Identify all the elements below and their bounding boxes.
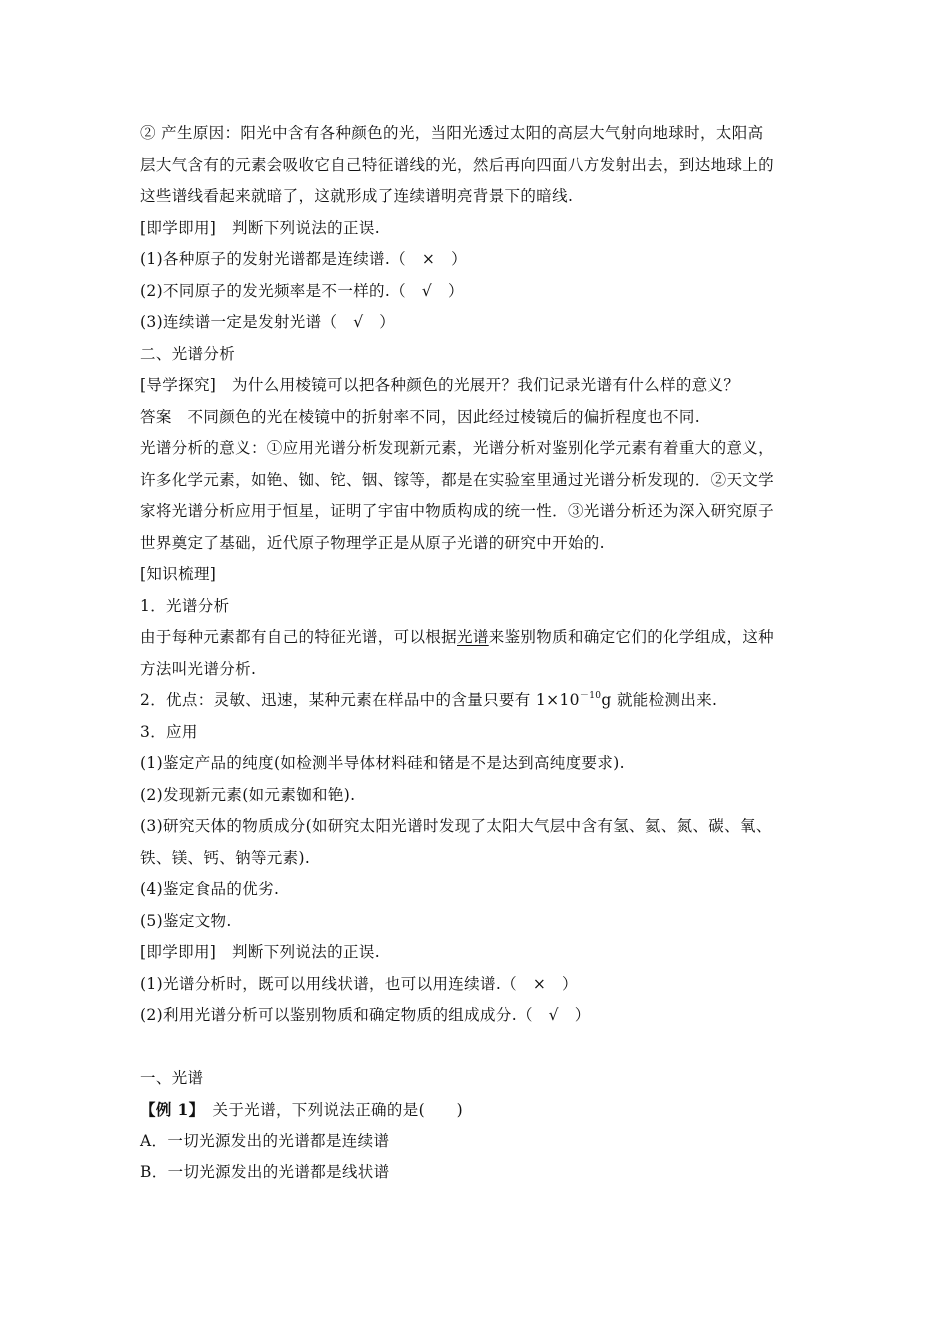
- application-3-line-2: 铁、镁、钙、钠等元素).: [140, 848, 311, 867]
- k2-text-pre: 2．优点：灵敏、迅速，某种元素在样品中的含量只要有 1×10: [140, 691, 580, 709]
- cause-line-2: 层大气含有的元素会吸收它自己特征谱线的光，然后再向四面八方发射出去，到达地球上的: [140, 155, 775, 174]
- example-label: 【例 1】: [140, 1100, 197, 1119]
- document-page: [140, 118, 820, 1189]
- application-2: (2)发现新元素(如元素铷和铯).: [140, 785, 356, 804]
- option-b: B．一切光源发出的光谱都是线状谱: [140, 1163, 390, 1181]
- option-a: A．一切光源发出的光谱都是连续谱: [140, 1131, 390, 1150]
- application-1: (1)鉴定产品的纯度(如检测半导体材料硅和锗是不是达到高纯度要求).: [140, 754, 625, 772]
- meaning-line-4: 世界奠定了基础，近代原子物理学正是从原子光谱的研究中开始的.: [140, 533, 605, 552]
- k2-exponent: －10: [579, 691, 602, 701]
- cause-line-1: ② 产生原因：阳光中含有各种颜色的光，当阳光透过太阳的高层大气射向地球时，太阳高: [140, 124, 764, 142]
- judgement-item-3: (3)连续谱一定是发射光谱（ √ ）: [140, 313, 396, 331]
- application-3-line-1: (3)研究天体的物质成分(如研究太阳光谱时发现了太阳大气层中含有氢、氦、氮、碳、氧、: [140, 817, 772, 835]
- explore-answer: 答案 不同颜色的光在棱镜中的折射率不同，因此经过棱镜后的偏折程度也不同.: [140, 407, 701, 426]
- meaning-line-3: 家将光谱分析应用于恒星，证明了宇宙中物质构成的统一性．③光谱分析还为深入研究原子: [140, 502, 775, 520]
- judgement-item-2-1: (1)光谱分析时，既可以用线状谱，也可以用连续谱.（ × ）: [140, 974, 578, 993]
- meaning-line-1: 光谱分析的意义：①应用光谱分析发现新元素，光谱分析对鉴别化学元素有着重大的意义，: [140, 439, 775, 457]
- section-title-spectral-analysis: 二、光谱分析: [140, 344, 236, 363]
- knowledge-item-1-line-2: 方法叫光谱分析.: [140, 659, 257, 678]
- section-gap: [140, 1032, 820, 1063]
- knowledge-heading: [知识梳理]: [140, 565, 217, 583]
- k1-text-pre: 由于每种元素都有自己的特征光谱，可以根据: [140, 628, 458, 646]
- k2-text-post: g 就能检测出来.: [601, 691, 718, 709]
- explore-question: [导学探究] 为什么用棱镜可以把各种颜色的光展开？我们记录光谱有什么样的意义？: [140, 376, 740, 394]
- application-4: (4)鉴定食品的优劣.: [140, 880, 280, 898]
- section-title-spectrum: 一、光谱: [140, 1068, 204, 1087]
- example-question: 关于光谱，下列说法正确的是( ): [196, 1101, 464, 1119]
- judgement-item-1: (1)各种原子的发射光谱都是连续谱.（ × ）: [140, 250, 467, 268]
- application-5: (5)鉴定文物.: [140, 911, 232, 930]
- k1-underlined-term: 光谱: [457, 628, 489, 646]
- judgement-item-2: (2)不同原子的发光频率是不一样的.（ √ ）: [140, 281, 464, 300]
- meaning-line-2: 许多化学元素，如铯、铷、铊、铟、镓等，都是在实验室里通过光谱分析发现的．②天文学: [140, 470, 775, 489]
- practice-heading-2: [即学即用] 判断下列说法的正误.: [140, 943, 380, 961]
- practice-heading: [即学即用] 判断下列说法的正误.: [140, 218, 380, 237]
- knowledge-item-2: [140, 685, 820, 717]
- knowledge-item-3-title: 3．应用: [140, 722, 198, 741]
- knowledge-item-1-title: 1．光谱分析: [140, 596, 230, 615]
- k1-text-post: 来鉴别物质和确定它们的化学组成，这种: [488, 628, 775, 646]
- knowledge-item-1-line-1: [140, 622, 820, 654]
- judgement-item-2-2: (2)利用光谱分析可以鉴别物质和确定物质的组成成分.（ √ ）: [140, 1006, 591, 1024]
- cause-line-3: 这些谱线看起来就暗了，这就形成了连续谱明亮背景下的暗线.: [140, 187, 574, 205]
- example-1: [140, 1094, 820, 1126]
